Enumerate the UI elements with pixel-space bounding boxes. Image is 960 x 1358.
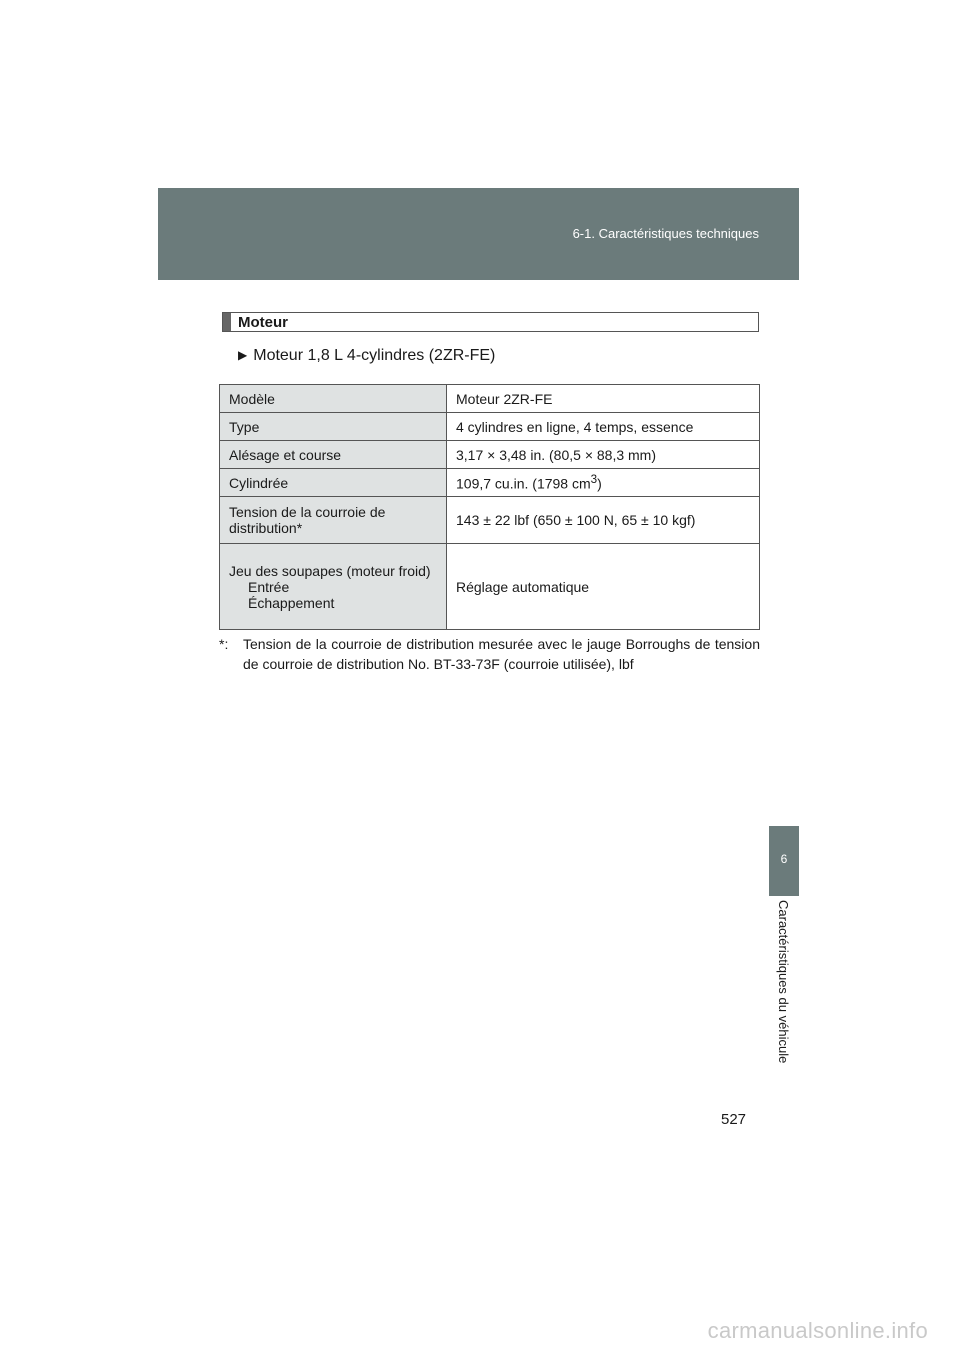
spec-value: 143 ± 22 lbf (650 ± 100 N, 65 ± 10 kgf) xyxy=(447,497,760,544)
spec-value: 3,17 × 3,48 in. (80,5 × 88,3 mm) xyxy=(447,441,760,469)
displacement-close: ) xyxy=(597,475,602,492)
table-row xyxy=(220,441,760,469)
spec-key: Alésage et course xyxy=(220,441,447,469)
section-heading xyxy=(222,312,759,332)
table-row xyxy=(220,385,760,413)
page-number: 527 xyxy=(721,1111,747,1128)
table-row xyxy=(220,469,760,497)
spec-key: Tension de la courroie de distribution* xyxy=(220,497,447,544)
chapter-number: 6 xyxy=(780,852,788,866)
footnote-text: Tension de la courroie de distribution mesurée avec le jauge Borroughs de tension de courroie de distribution No. BT-33-73F (courroie utilisée), lbf xyxy=(243,636,760,672)
spec-key: Type xyxy=(220,413,447,441)
chapter-title: 6-1. Caractéristiques techniques xyxy=(572,226,759,241)
chapter-tab[interactable] xyxy=(769,826,799,896)
spec-value: Réglage automatique xyxy=(447,544,760,630)
section-title: Moteur xyxy=(238,314,288,331)
displacement-value: 109,7 cu.in. (1798 cm xyxy=(456,475,591,492)
spec-key: Cylindrée xyxy=(220,469,447,497)
exhaust-label: Échappement xyxy=(248,594,335,611)
table-row xyxy=(220,413,760,441)
spec-key: Modèle xyxy=(220,385,447,413)
displacement-exponent: 3 xyxy=(590,473,598,487)
watermark: carmanualsonline.info xyxy=(707,1318,928,1343)
table-row xyxy=(220,497,760,544)
spec-value: 4 cylindres en ligne, 4 temps, essence xyxy=(447,413,760,441)
spec-value xyxy=(447,469,760,497)
chapter-side-label-text: Caractéristiques du véhicule xyxy=(776,900,791,1064)
header-bar xyxy=(158,188,799,280)
engine-subheading-text: Moteur 1,8 L 4-cylindres (2ZR-FE) xyxy=(253,347,496,364)
intake-label: Entrée xyxy=(248,578,290,595)
spec-value: Moteur 2ZR-FE xyxy=(447,385,760,413)
footnote-mark: *: xyxy=(219,636,229,652)
spec-key xyxy=(220,544,447,630)
section-heading-bar xyxy=(223,313,231,331)
table-row xyxy=(220,544,760,630)
valve-clearance-label: Jeu des soupapes (moteur froid) xyxy=(229,562,431,579)
engine-subheading xyxy=(238,347,495,365)
footnote xyxy=(219,634,760,674)
play-arrow-icon: ▶ xyxy=(238,348,248,362)
engine-spec-table xyxy=(219,384,760,630)
